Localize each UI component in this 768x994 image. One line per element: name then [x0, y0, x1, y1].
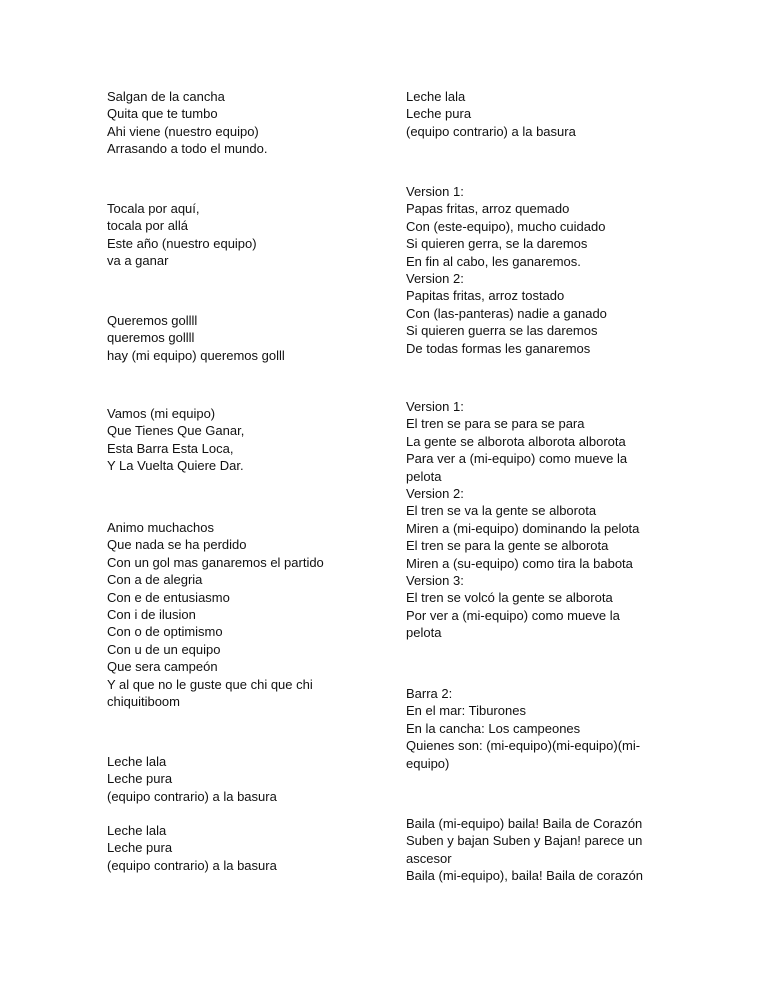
verse-line: (equipo contrario) a la basura — [406, 123, 576, 139]
verse-line: Version 2: — [406, 270, 464, 286]
verse-line: Papitas fritas, arroz tostado — [406, 288, 565, 304]
verse-line: Baila (mi-equipo), baila! Baila de corazón — [406, 868, 644, 884]
verse-line: El tren se para se para se para — [406, 416, 585, 432]
verse-line: Leche lala — [107, 754, 167, 769]
verse-line: Leche pura — [406, 106, 472, 122]
verse-line: Para ver a (mi-equipo) como mueve la — [406, 451, 628, 467]
verse-line: Ahi viene (nuestro equipo) — [107, 123, 259, 139]
verse-block — [406, 398, 656, 641]
verse-line: Este año (nuestro equipo) — [107, 235, 257, 251]
verse-line: Leche lala — [406, 89, 466, 104]
verse-line: Con i de ilusion — [107, 606, 196, 622]
verse-line: (equipo contrario) a la basura — [107, 788, 277, 804]
verse-line: Leche lala — [107, 823, 167, 838]
verse-block — [406, 685, 656, 772]
verse-line: Version 1: — [406, 184, 464, 199]
verse-line: Baila (mi-equipo) baila! Baila de Corazón — [406, 816, 643, 831]
verse-line: Salgan de la cancha — [107, 89, 225, 104]
verse-line: tocala por allá — [107, 218, 188, 234]
verse-line: Version 2: — [406, 485, 464, 501]
verse-line: hay (mi equipo) queremos golll — [107, 347, 285, 363]
verse-line: La gente se alborota alborota alborota — [406, 433, 626, 449]
verse-line: Quienes son: (mi-equipo)(mi-equipo)(mi- — [406, 738, 641, 754]
verse-line: Leche pura — [107, 840, 173, 856]
verse-line: Papas fritas, arroz quemado — [406, 201, 570, 217]
verse-line: Miren a (mi-equipo) dominando la pelota — [406, 520, 640, 536]
verse-line: Con e de entusiasmo — [107, 589, 230, 605]
verse-line: Vamos (mi equipo) — [107, 406, 216, 421]
verse-line: Leche pura — [107, 771, 173, 787]
verse-line: pelota — [406, 468, 442, 484]
verse-line: Si quieren gerra, se la daremos — [406, 236, 588, 252]
verse-line: Tocala por aquí, — [107, 201, 200, 216]
verse-line: va a ganar — [107, 253, 169, 269]
verse-line: Barra 2: — [406, 686, 453, 701]
verse-line: Con un gol mas ganaremos el partido — [107, 554, 324, 570]
verse-line: En fin al cabo, les ganaremos. — [406, 253, 581, 269]
verse-line: Version 3: — [406, 572, 464, 588]
verse-line: En la cancha: Los campeones — [406, 720, 581, 736]
verse-line: Quita que te tumbo — [107, 106, 218, 122]
verse-line: Con (este-equipo), mucho cuidado — [406, 218, 606, 234]
verse-line: En el mar: Tiburones — [406, 703, 526, 719]
verse-line: El tren se volcó la gente se alborota — [406, 590, 613, 606]
verse-line: equipo) — [406, 755, 450, 771]
verse-line: Con a de alegria — [107, 572, 203, 588]
verse-line: (equipo contrario) a la basura — [107, 857, 277, 873]
verse-line: Con u de un equipo — [107, 641, 221, 657]
verse-line: Suben y bajan Suben y Bajan! parece un — [406, 833, 643, 849]
verse-line: Version 1: — [406, 399, 464, 414]
verse-line: Con o de optimismo — [107, 624, 223, 640]
verse-line: Por ver a (mi-equipo) como mueve la — [406, 607, 620, 623]
verse-line: Y al que no le guste que chi que chi — [107, 676, 313, 692]
verse-line: El tren se para la gente se alborota — [406, 538, 609, 554]
verse-line: De todas formas les ganaremos — [406, 340, 591, 356]
verse-line: Animo muchachos — [107, 520, 214, 535]
verse-block — [406, 88, 656, 140]
verse-block — [406, 183, 656, 357]
verse-line: chiquitiboom — [107, 693, 180, 709]
verse-line: Que Tienes Que Ganar, — [107, 423, 245, 439]
verse-line: queremos gollll — [107, 330, 195, 346]
verse-line: pelota — [406, 625, 442, 641]
verse-line: Con (las-panteras) nadie a ganado — [406, 305, 607, 321]
verse-line: Si quieren guerra se las daremos — [406, 323, 598, 339]
verse-block — [406, 815, 656, 885]
verse-line: ascesor — [406, 850, 452, 866]
verse-line: Arrasando a todo el mundo. — [107, 141, 268, 157]
verse-line: Y La Vuelta Quiere Dar. — [107, 458, 244, 474]
verse-line: Que sera campeón — [107, 659, 218, 675]
verse-line: El tren se va la gente se alborota — [406, 503, 597, 519]
verse-line: Queremos gollll — [107, 313, 198, 328]
verse-line: Esta Barra Esta Loca, — [107, 440, 234, 456]
verse-line: Miren a (su-equipo) como tira la babota — [406, 555, 633, 571]
verse-line: Que nada se ha perdido — [107, 537, 247, 553]
